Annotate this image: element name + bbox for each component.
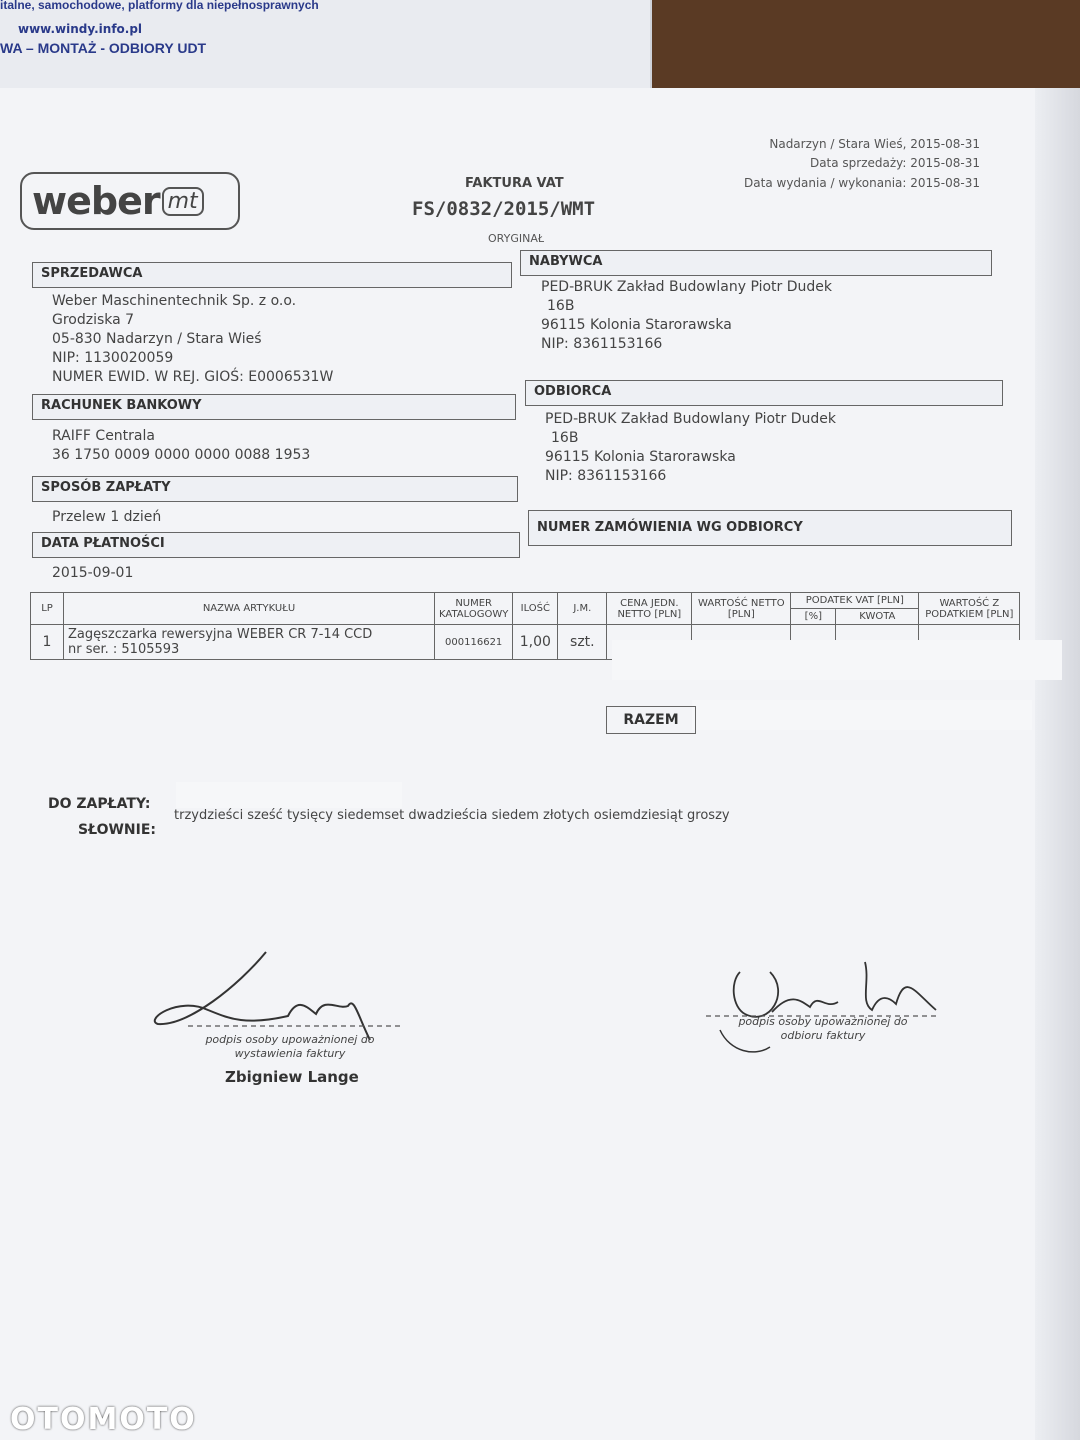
redacted-amount-due <box>176 782 402 808</box>
row-lp: 1 <box>31 625 64 660</box>
background-line-2: www.windy.info.pl <box>18 22 143 36</box>
seller-line: Grodziska 7 <box>52 312 135 328</box>
col-vat-pct: [%] <box>791 609 836 625</box>
col-unit: J.M. <box>558 593 607 625</box>
invoice-number: FS/0832/2015/WMT <box>412 198 596 220</box>
issuer-caption: podpis osoby upoważnionej do wystawienia faktury <box>205 1033 375 1060</box>
col-vat: PODATEK VAT [PLN] <box>791 593 919 609</box>
recipient-line: 16B <box>551 430 579 446</box>
table-header-row <box>31 593 1020 609</box>
amount-words-label: SŁOWNIE: <box>78 822 157 838</box>
receiver-caption: podpis osoby upoważnionej do odbioru faktury <box>738 1015 908 1042</box>
payment-method: Przelew 1 dzień <box>52 509 162 525</box>
document-type: FAKTURA VAT <box>465 176 564 191</box>
seller-address <box>52 292 333 387</box>
seller-line: 05-830 Nadarzyn / Stara Wieś <box>52 331 262 347</box>
receiver-signature <box>700 952 950 1062</box>
background-line-1: italne, samochodowe, platformy dla niepełnosprawnych <box>0 0 319 12</box>
seller-line: NIP: 1130020059 <box>52 350 174 366</box>
row-serial: nr ser. : 5105593 <box>68 642 180 657</box>
redacted-prices <box>612 640 1062 680</box>
col-gross: WARTOŚĆ Z PODATKIEM [PLN] <box>919 593 1020 625</box>
recipient-line: NIP: 8361153166 <box>545 468 667 484</box>
background-line-3: WA – MONTAŻ - ODBIORY UDT <box>0 40 207 56</box>
recipient-line: 96115 Kolonia Starorawska <box>545 449 736 465</box>
bank-details <box>52 427 310 465</box>
otomoto-watermark: OTOMOTO <box>10 1402 197 1437</box>
weber-logo <box>20 172 240 230</box>
amount-due-label: DO ZAPŁATY: <box>48 796 151 812</box>
col-unit-price: CENA JEDN. NETTO [PLN] <box>607 593 692 625</box>
col-vat-amount: KWOTA <box>836 609 919 625</box>
row-item-name: Zagęszczarka rewersyjna WEBER CR 7-14 CCD <box>68 627 373 642</box>
bank-line: 36 1750 0009 0000 0000 0088 1953 <box>52 447 311 463</box>
buyer-address <box>541 278 832 354</box>
row-name <box>64 625 435 660</box>
seller-line: NUMER EWID. W REJ. GIOŚ: E0006531W <box>52 369 334 385</box>
amount-in-words: trzydzieści sześć tysięcy siedemset dwadzieścia siedem złotych osiemdziesiąt groszy <box>174 808 730 823</box>
recipient-heading: ODBIORCA <box>525 380 1003 406</box>
redacted-total <box>692 700 1032 730</box>
issuer-name: Zbigniew Lange <box>225 1068 359 1086</box>
col-catalog: NUMER KATALOGOWY <box>435 593 513 625</box>
logo-text: weber <box>32 179 160 223</box>
recipient-line: PED-BRUK Zakład Budowlany Piotr Dudek <box>545 411 837 427</box>
due-date: 2015-09-01 <box>52 565 134 581</box>
original-label: ORYGINAŁ <box>488 232 545 245</box>
col-lp: LP <box>31 593 64 625</box>
col-qty: ILOŚĆ <box>513 593 558 625</box>
recipient-address <box>545 410 836 486</box>
buyer-line: PED-BRUK Zakład Budowlany Piotr Dudek <box>541 279 833 295</box>
invoice-sheet <box>0 88 1080 1440</box>
issue-date: Data wydania / wykonania: 2015-08-31 <box>744 176 980 190</box>
logo-suffix: mt <box>162 187 204 216</box>
sheet-edge <box>1035 88 1080 1440</box>
col-net: WARTOŚĆ NETTO [PLN] <box>692 593 791 625</box>
buyer-heading: NABYWCA <box>520 250 992 276</box>
row-qty: 1,00 <box>513 625 558 660</box>
row-unit: szt. <box>558 625 607 660</box>
buyer-line: 96115 Kolonia Starorawska <box>541 317 732 333</box>
order-number-heading: NUMER ZAMÓWIENIA WG ODBIORCY <box>528 510 1012 546</box>
row-catalog: 000116621 <box>435 625 513 660</box>
seller-line: Weber Maschinentechnik Sp. z o.o. <box>52 293 297 309</box>
due-date-heading: DATA PŁATNOŚCI <box>32 532 520 558</box>
payment-method-heading: SPOSÓB ZAPŁATY <box>32 476 518 502</box>
buyer-line: 16B <box>547 298 575 314</box>
bank-line: RAIFF Centrala <box>52 428 155 444</box>
bank-heading: RACHUNEK BANKOWY <box>32 394 516 420</box>
background-document <box>0 0 652 90</box>
seller-heading: SPRZEDAWCA <box>32 262 512 288</box>
buyer-line: NIP: 8361153166 <box>541 336 663 352</box>
col-name: NAZWA ARTYKUŁU <box>64 593 435 625</box>
total-label: RAZEM <box>606 706 696 734</box>
sale-date: Data sprzedaży: 2015-08-31 <box>809 156 980 170</box>
place-date: Nadarzyn / Stara Wieś, 2015-08-31 <box>769 137 980 151</box>
